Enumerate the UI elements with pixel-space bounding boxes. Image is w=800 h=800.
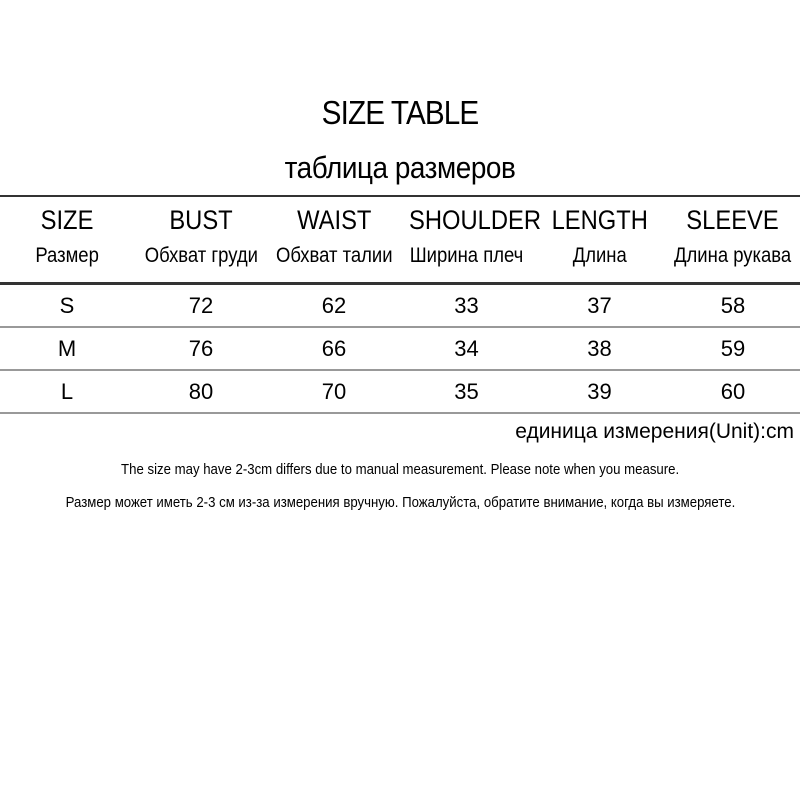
header-bust: BUST [134,196,268,244]
table-cell: 72 [134,284,268,328]
table-cell: 76 [134,327,268,370]
size-table [0,195,800,414]
table-cell: 33 [400,284,533,328]
header-sleeve: SLEEVE [666,196,800,244]
header-length: LENGTH [533,196,666,244]
header-shoulder-ru: Ширина плеч [400,244,533,284]
header-waist: WAIST [268,196,400,244]
title-english: SIZE TABLE [321,94,479,131]
measurement-note-russian: Размер может иметь 2-3 см из-за измерения вручную. Пожалуйста, обратите внимание, когда вы измеряете. [65,494,735,511]
table-cell: M [0,327,134,370]
table-cell: 37 [533,284,666,328]
header-bust-ru: Обхват груди [134,244,268,284]
header-row-english [0,196,800,244]
header-shoulder: SHOULDER [400,196,533,244]
header-row-russian [0,244,800,284]
table-cell: 59 [666,327,800,370]
header-length-ru: Длина [533,244,666,284]
title-russian: таблица размеров [284,150,516,185]
table-cell: 80 [134,370,268,413]
header-size-ru: Размер [0,244,134,284]
unit-note: единица измерения(Unit):cm [515,420,794,443]
measurement-note-english: The size may have 2-3cm differs due to manual measurement. Please note when you measure. [120,461,680,478]
table-cell: L [0,370,134,413]
table-row [0,327,800,370]
table-cell: 66 [268,327,400,370]
header-size: SIZE [0,196,134,244]
table-cell: 38 [533,327,666,370]
table-cell: 70 [268,370,400,413]
table-cell: 34 [400,327,533,370]
table-cell: 39 [533,370,666,413]
table-cell: 58 [666,284,800,328]
table-row [0,370,800,413]
table-cell: 60 [666,370,800,413]
table-row [0,284,800,328]
table-cell: 35 [400,370,533,413]
table-cell: 62 [268,284,400,328]
header-sleeve-ru: Длина рукава [666,244,800,284]
table-cell: S [0,284,134,328]
header-waist-ru: Обхват талии [268,244,400,284]
